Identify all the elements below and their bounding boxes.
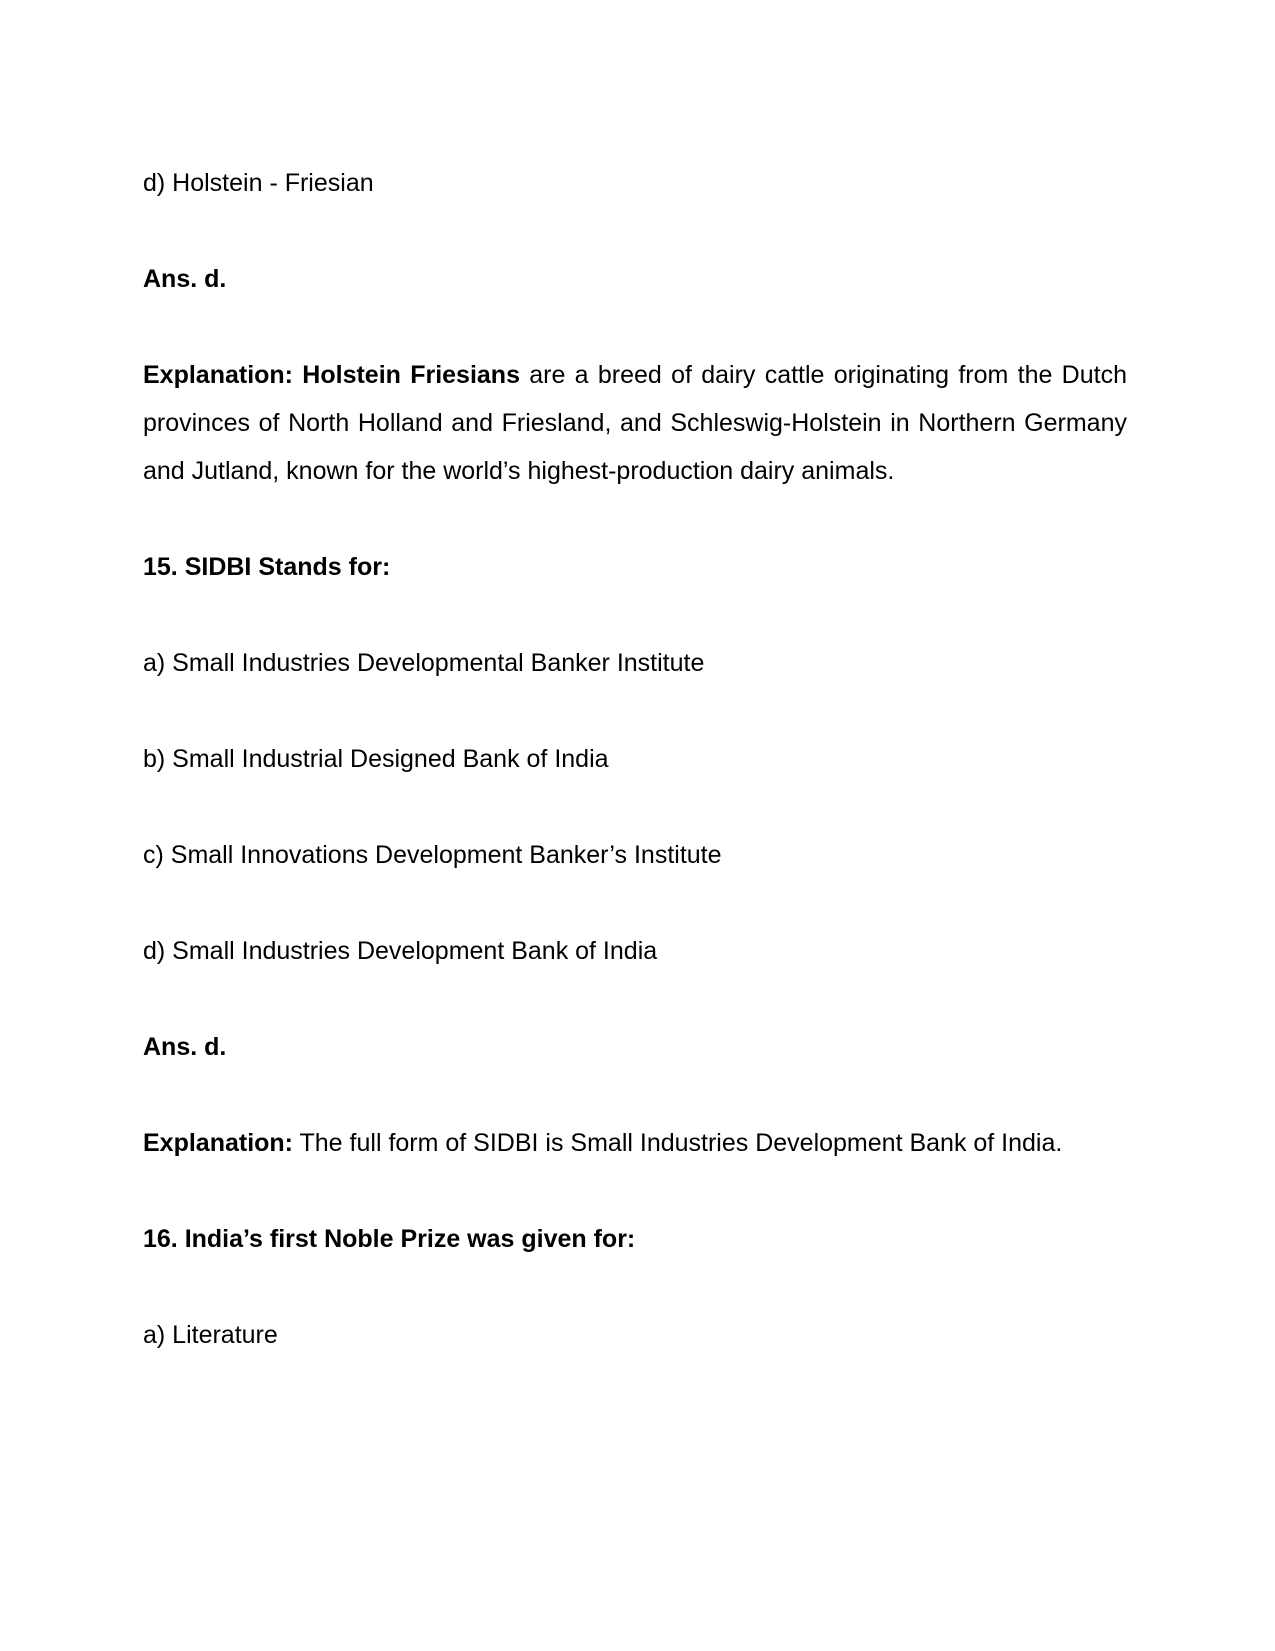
q15-option-b: b) Small Industrial Designed Bank of India <box>143 745 609 773</box>
q14-explanation <box>143 351 1127 495</box>
question-16-title: 16. India’s first Noble Prize was given for: <box>143 1225 636 1253</box>
q14-explanation-bold-lead: Explanation: Holstein Friesians <box>143 361 520 389</box>
q15-answer: Ans. d. <box>143 1033 227 1061</box>
q15-option-d: d) Small Industries Development Bank of India <box>143 937 658 965</box>
q15-option-a: a) Small Industries Developmental Banker Institute <box>143 649 705 677</box>
q15-explanation-bold-lead: Explanation: <box>143 1129 294 1157</box>
q15-option-c: c) Small Innovations Development Banker’s Institute <box>143 841 722 869</box>
q14-option-d: d) Holstein - Friesian <box>143 169 374 197</box>
q16-option-a: a) Literature <box>143 1321 278 1349</box>
question-15-title: 15. SIDBI Stands for: <box>143 553 391 581</box>
q15-explanation-body: The full form of SIDBI is Small Industries Development Bank of India. <box>293 1129 1063 1157</box>
q15-explanation <box>143 1119 1127 1167</box>
q14-answer: Ans. d. <box>143 265 227 293</box>
q14-explanation-body: are a breed of dairy cattle originating from the Dutch provinces of North Holland and Friesland, and Schleswig-Holstein in Northern Germany and Jutland, known for the world’s highest-production dairy animals. <box>143 361 1127 485</box>
